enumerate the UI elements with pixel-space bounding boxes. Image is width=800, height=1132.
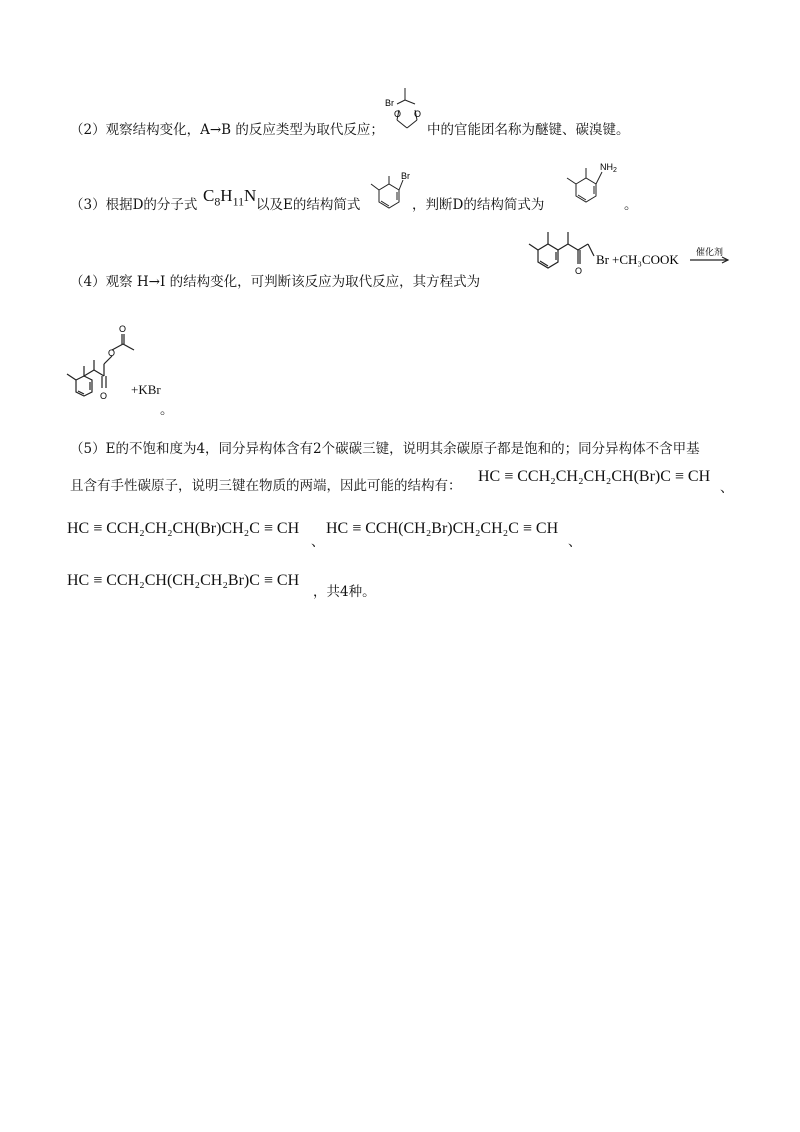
ester-o: O xyxy=(108,348,116,358)
q4-end: 。 xyxy=(160,402,174,418)
ketone-o: O xyxy=(100,391,108,401)
q4-text: （4）观察 H→I 的结构变化，可判断该反应为取代反应，其方程式为 xyxy=(70,274,481,290)
q3-text4: 。 xyxy=(624,197,638,213)
isomer-formula-2: HC ≡ CCH₂CH₂CH(Br)CH₂C ≡ CH xyxy=(67,520,300,537)
q3-text3: ，判断D的结构简式为 xyxy=(412,197,545,213)
q3-text1: （3）根据D的分子式 xyxy=(70,197,198,213)
product-structure xyxy=(64,320,164,412)
q5-line2: 且含有手性碳原子，说明三键在物质的两端，因此可能的结构有： xyxy=(70,478,462,494)
compound-d-structure xyxy=(562,158,628,210)
acetate-carbonyl-o: O xyxy=(119,324,127,334)
reaction-equation xyxy=(524,226,734,288)
q5-line1: （5）E的不饱和度为4，同分异构体含有2个碳碳三键，说明其余碳原子都是饱和的；同分异构体不含甲基 xyxy=(70,441,700,457)
separator-3: 、 xyxy=(568,534,582,550)
ketone-o-label: O xyxy=(575,266,583,276)
q3-text2: 以及E的结构简式 xyxy=(256,197,361,213)
isomer-formula-4: HC ≡ CCH₂CH(CH₂CH₂Br)C ≡ CH xyxy=(67,572,300,589)
svg-text:O: O xyxy=(414,109,422,119)
reagent-label: +CH₃COOK xyxy=(612,252,679,267)
compound-e-br-label: Br xyxy=(401,171,410,181)
q5-ending: ，共4种。 xyxy=(313,584,376,600)
reactant-br-label: Br xyxy=(596,252,609,267)
isomer-formula-3: HC ≡ CCH(CH₂Br)CH₂CH₂C ≡ CH xyxy=(326,520,559,537)
q2-text-after: 中的官能团名称为醚键、碳溴键。 xyxy=(427,122,630,138)
separator-2: 、 xyxy=(311,534,325,550)
dioxolane-br-label: Br xyxy=(385,98,394,108)
q2-text-before: （2）观察结构变化，A→B 的反应类型为取代反应； xyxy=(70,122,384,138)
catalyst-label: 催化剂 xyxy=(696,247,724,257)
isomer-formula-1: HC ≡ CCH₂CH₂CH₂CH(Br)C ≡ CH xyxy=(478,468,711,485)
separator-1: 、 xyxy=(720,480,734,496)
kbr-byproduct: +KBr xyxy=(131,382,161,397)
nh2-label: $NH_2$ xyxy=(600,162,617,174)
svg-text:O: O xyxy=(394,109,402,119)
molecular-formula: $C_8H_{11}N$ xyxy=(203,186,257,209)
dioxolane-bromo-structure xyxy=(383,86,429,134)
compound-e-structure xyxy=(367,170,413,214)
